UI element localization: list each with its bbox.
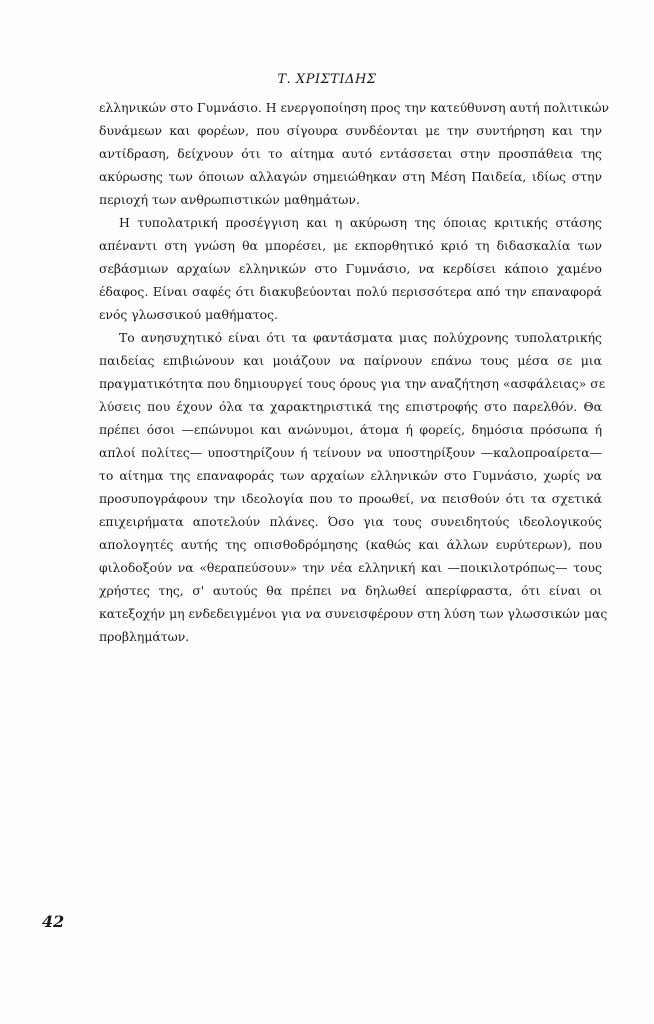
text-line: αντίδραση, δείχνουν ότι το αίτημα αυτό εντάσσεται στην προσπάθεια της: [99, 146, 602, 161]
text-line: λύσεις που έχουν όλα τα χαρακτηριστικά της επιστροφής στο παρελθόν. Θα: [99, 399, 602, 414]
text-line: χρήστες της, σ' αυτούς θα πρέπει να δηλωθεί απερίφραστα, ότι είναι οι: [99, 583, 602, 598]
text-line: περιοχή των ανθρωπιστικών μαθημάτων.: [99, 192, 360, 207]
body-text: [99, 96, 609, 648]
text-line: προσυπογράφουν την ιδεολογία που το προωθεί, να πεισθούν ότι τα σχετικά: [99, 491, 602, 506]
paragraph-1: [99, 96, 609, 211]
text-line: Το ανησυχητικό είναι ότι τα φαντάσματα μιας πολύχρονης τυπολατρικής: [119, 330, 602, 345]
text-line: ενός γλωσσικού μαθήματος.: [99, 307, 279, 322]
text-line: προβλημάτων.: [99, 629, 190, 644]
running-header: Τ. ΧΡΙΣΤΙΔΗΣ: [277, 72, 377, 87]
text-line: απολογητές αυτής της οπισθοδρόμησης (καθώς και άλλων ευρύτερων), που: [99, 537, 602, 552]
text-line: απλοί πολίτες— υποστηρίζουν ή τείνουν να υποστηρίξουν —καλοπροαίρετα—: [99, 445, 602, 460]
page-number: 42: [42, 912, 65, 931]
text-line: πρέπει όσοι —επώνυμοι και ανώνυμοι, άτομα ή φορείς, δημόσια πρόσωπα ή: [99, 422, 602, 437]
text-line: απέναντι στη γνώση θα μπορέσει, με εκπορθητικό κριό τη διδασκαλία των: [99, 238, 602, 253]
text-line: ελληνικών στο Γυμνάσιο. Η ενεργοποίηση προς την κατεύθυνση αυτή πολιτικών: [99, 100, 609, 115]
text-line: το αίτημα της επαναφοράς των αρχαίων ελληνικών στο Γυμνάσιο, χωρίς να: [99, 468, 602, 483]
paragraph-2: [99, 211, 602, 326]
text-line: κατεξοχήν μη ενδεδειγμένοι για να συνεισφέρουν στη λύση των γλωσσικών μας: [99, 606, 608, 621]
text-line: Η τυπολατρική προσέγγιση και η ακύρωση της όποιας κριτικής στάσης: [119, 215, 602, 230]
text-line: δυνάμεων και φορέων, που σίγουρα συνδέονται με την συντήρηση και την: [99, 123, 602, 138]
text-line: ακύρωσης των όποιων αλλαγών σημειώθηκαν στη Μέση Παιδεία, ιδίως στην: [99, 169, 602, 184]
text-line: έδαφος. Είναι σαφές ότι διακυβεύονται πολύ περισσότερα από την επαναφορά: [99, 284, 602, 299]
text-line: επιχειρήματα αποτελούν πλάνες. Όσο για τους συνειδητούς ιδεολογικούς: [99, 514, 602, 529]
paragraph-3: [99, 326, 608, 648]
text-line: φιλοδοξούν να «θεραπεύσουν» την νέα ελληνική και —ποικιλοτρόπως— τους: [99, 560, 602, 575]
text-line: πραγματικότητα που δημιουργεί τους όρους για την αναζήτηση «ασφάλειας» σε: [99, 376, 606, 391]
text-line: σεβάσμιων αρχαίων ελληνικών στο Γυμνάσιο, να κερδίσει κάποιο χαμένο: [99, 261, 602, 276]
text-line: παιδείας επιβιώνουν και μοιάζουν να παίρνουν επάνω τους μέσα σε μια: [99, 353, 602, 368]
